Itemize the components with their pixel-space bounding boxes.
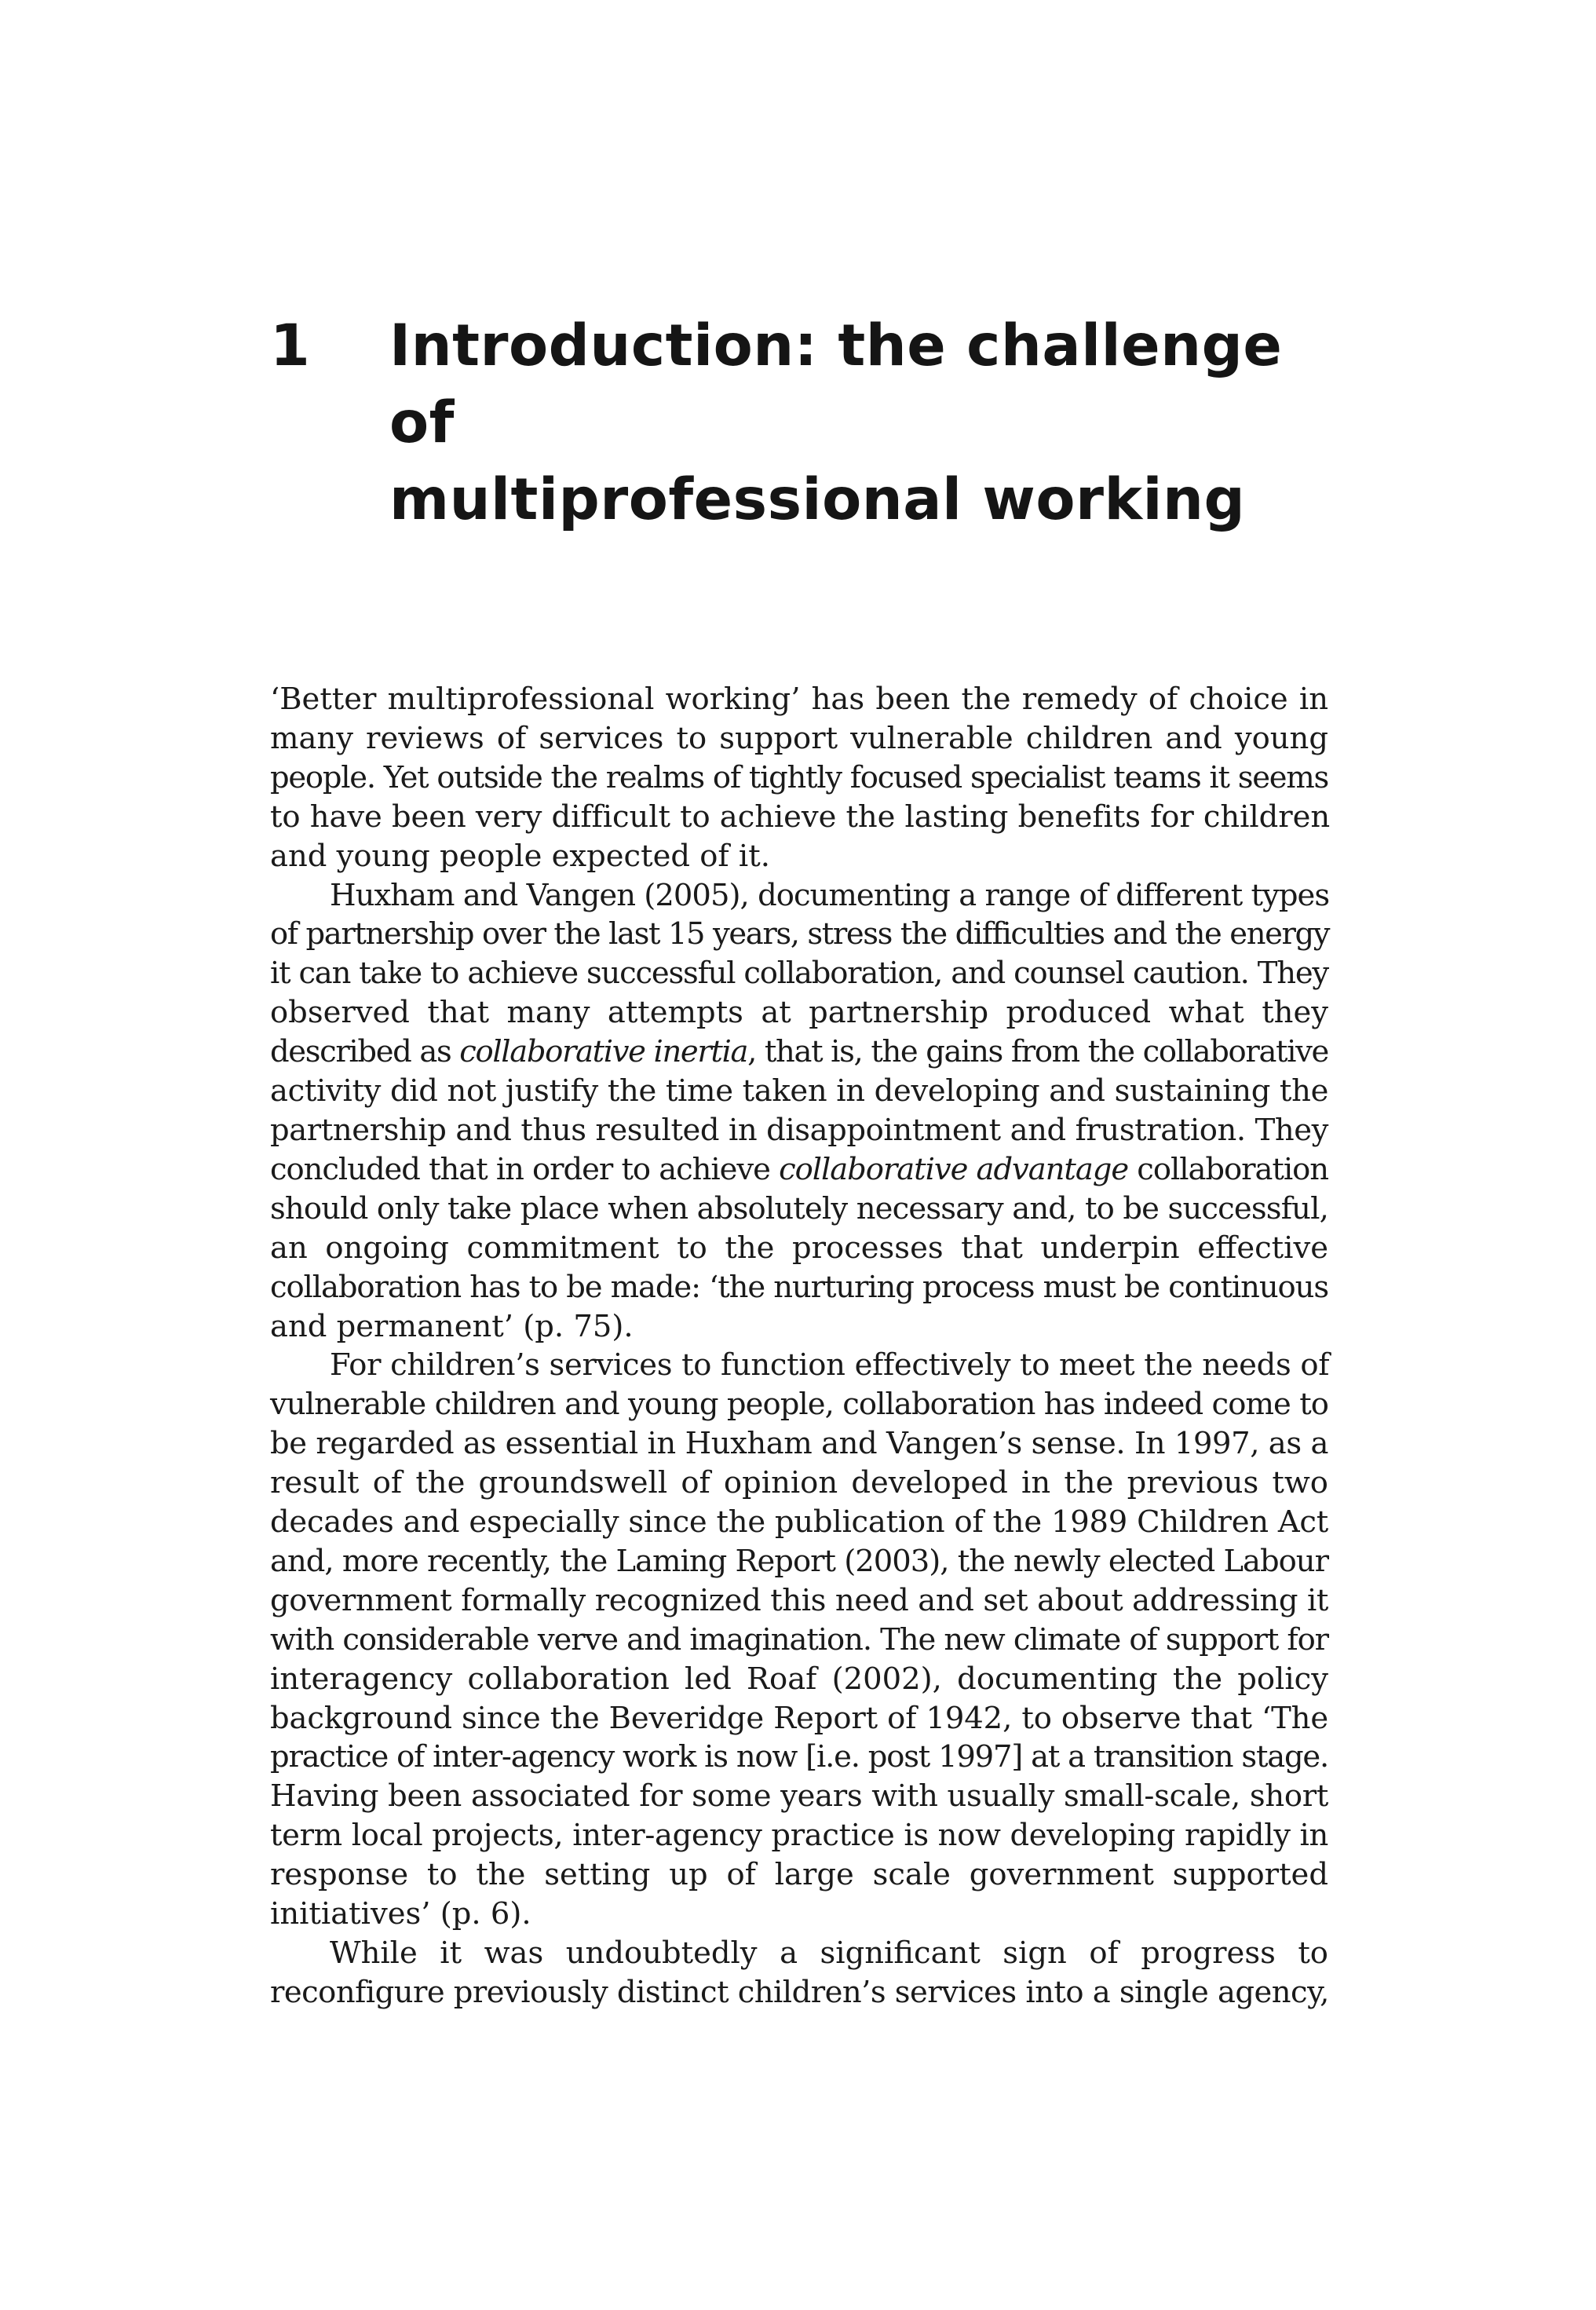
- text-line: and, more recently, the Laming Report (2003), the newly elected Labour: [270, 1543, 1328, 1579]
- text-line: While it was undoubtedly a significant sign of progress to: [330, 1935, 1328, 1971]
- italic-term: collaborative advantage: [779, 1151, 1129, 1187]
- text-line: For children’s services to function effectively to meet the needs of: [330, 1347, 1330, 1383]
- text-run: collaboration: [1128, 1151, 1329, 1187]
- text-line: with considerable verve and imagination. The new climate of support for: [270, 1621, 1329, 1658]
- text-line: partnership and thus resulted in disappointment and frustration. They: [270, 1112, 1328, 1148]
- text-line: vulnerable children and young people, collaboration has indeed come to: [270, 1387, 1328, 1423]
- text-line: interagency collaboration led Roaf (2002), documenting the policy: [270, 1661, 1328, 1697]
- text-line: to have been very difficult to achieve the lasting benefits for children: [270, 799, 1331, 835]
- text-line: result of the groundswell of opinion developed in the previous two: [270, 1465, 1328, 1501]
- text-line: many reviews of services to support vulnerable children and young: [270, 720, 1328, 756]
- chapter-number: 1: [270, 313, 311, 379]
- italic-term: collaborative inertia: [459, 1034, 748, 1070]
- text-line: of partnership over the last 15 years, stress the difficulties and the energy: [270, 916, 1330, 952]
- text-line: term local projects, inter-agency practice is now developing rapidly in: [270, 1818, 1328, 1854]
- text-line: ‘Better multiprofessional working’ has been the remedy of choice in: [270, 682, 1328, 717]
- text-run: , that is, the gains from the collaborative: [747, 1034, 1328, 1070]
- text-line: and young people expected of it.: [270, 838, 770, 874]
- paragraph: [270, 876, 1328, 1347]
- text-line: an ongoing commitment to the processes that underpin effective: [270, 1230, 1328, 1266]
- text-line: background since the Beveridge Report of 1942, to observe that ‘The: [270, 1700, 1329, 1736]
- text-run: described as: [270, 1034, 460, 1070]
- chapter-title: [389, 308, 1363, 539]
- chapter-title-line: Introduction: the challenge of: [389, 313, 1283, 456]
- paragraph: [270, 1346, 1328, 1934]
- text-line: and permanent’ (p. 75).: [270, 1308, 634, 1344]
- text-line: be regarded as essential in Huxham and Vangen’s sense. In 1997, as a: [270, 1426, 1328, 1462]
- text-line: activity did not justify the time taken in developing and sustaining the: [270, 1073, 1329, 1109]
- text-line: [270, 1033, 1328, 1072]
- text-line: Huxham and Vangen (2005), documenting a range of different types: [330, 877, 1330, 913]
- text-line: should only take place when absolutely necessary and, to be successful,: [270, 1190, 1328, 1226]
- text-line: it can take to achieve successful collaboration, and counsel caution. They: [270, 956, 1328, 992]
- text-line: [270, 1150, 1328, 1190]
- text-line: observed that many attempts at partnership produced what they: [270, 995, 1328, 1031]
- text-line: response to the setting up of large scale government supported: [270, 1857, 1328, 1893]
- paragraph: [270, 1934, 1328, 2012]
- text-line: government formally recognized this need and set about addressing it: [270, 1582, 1328, 1618]
- text-line: practice of inter-agency work is now [i.e. post 1997] at a transition stage.: [270, 1739, 1329, 1775]
- body-text: [270, 680, 1331, 2012]
- text-line: initiatives’ (p. 6).: [270, 1896, 531, 1932]
- text-line: people. Yet outside the realms of tightly focused specialist teams it seems: [270, 759, 1329, 795]
- text-line: decades and especially since the publication of the 1989 Children Act: [270, 1504, 1329, 1541]
- text-line: Having been associated for some years with usually small-scale, short: [270, 1778, 1328, 1815]
- paragraph: [270, 680, 1331, 876]
- text-line: reconfigure previously distinct children’s services into a single agency,: [270, 1974, 1329, 2010]
- text-line: collaboration has to be made: ‘the nurturing process must be continuous: [270, 1269, 1328, 1305]
- text-run: concluded that in order to achieve: [270, 1151, 780, 1187]
- chapter-title-line: multiprofessional working: [389, 466, 1246, 533]
